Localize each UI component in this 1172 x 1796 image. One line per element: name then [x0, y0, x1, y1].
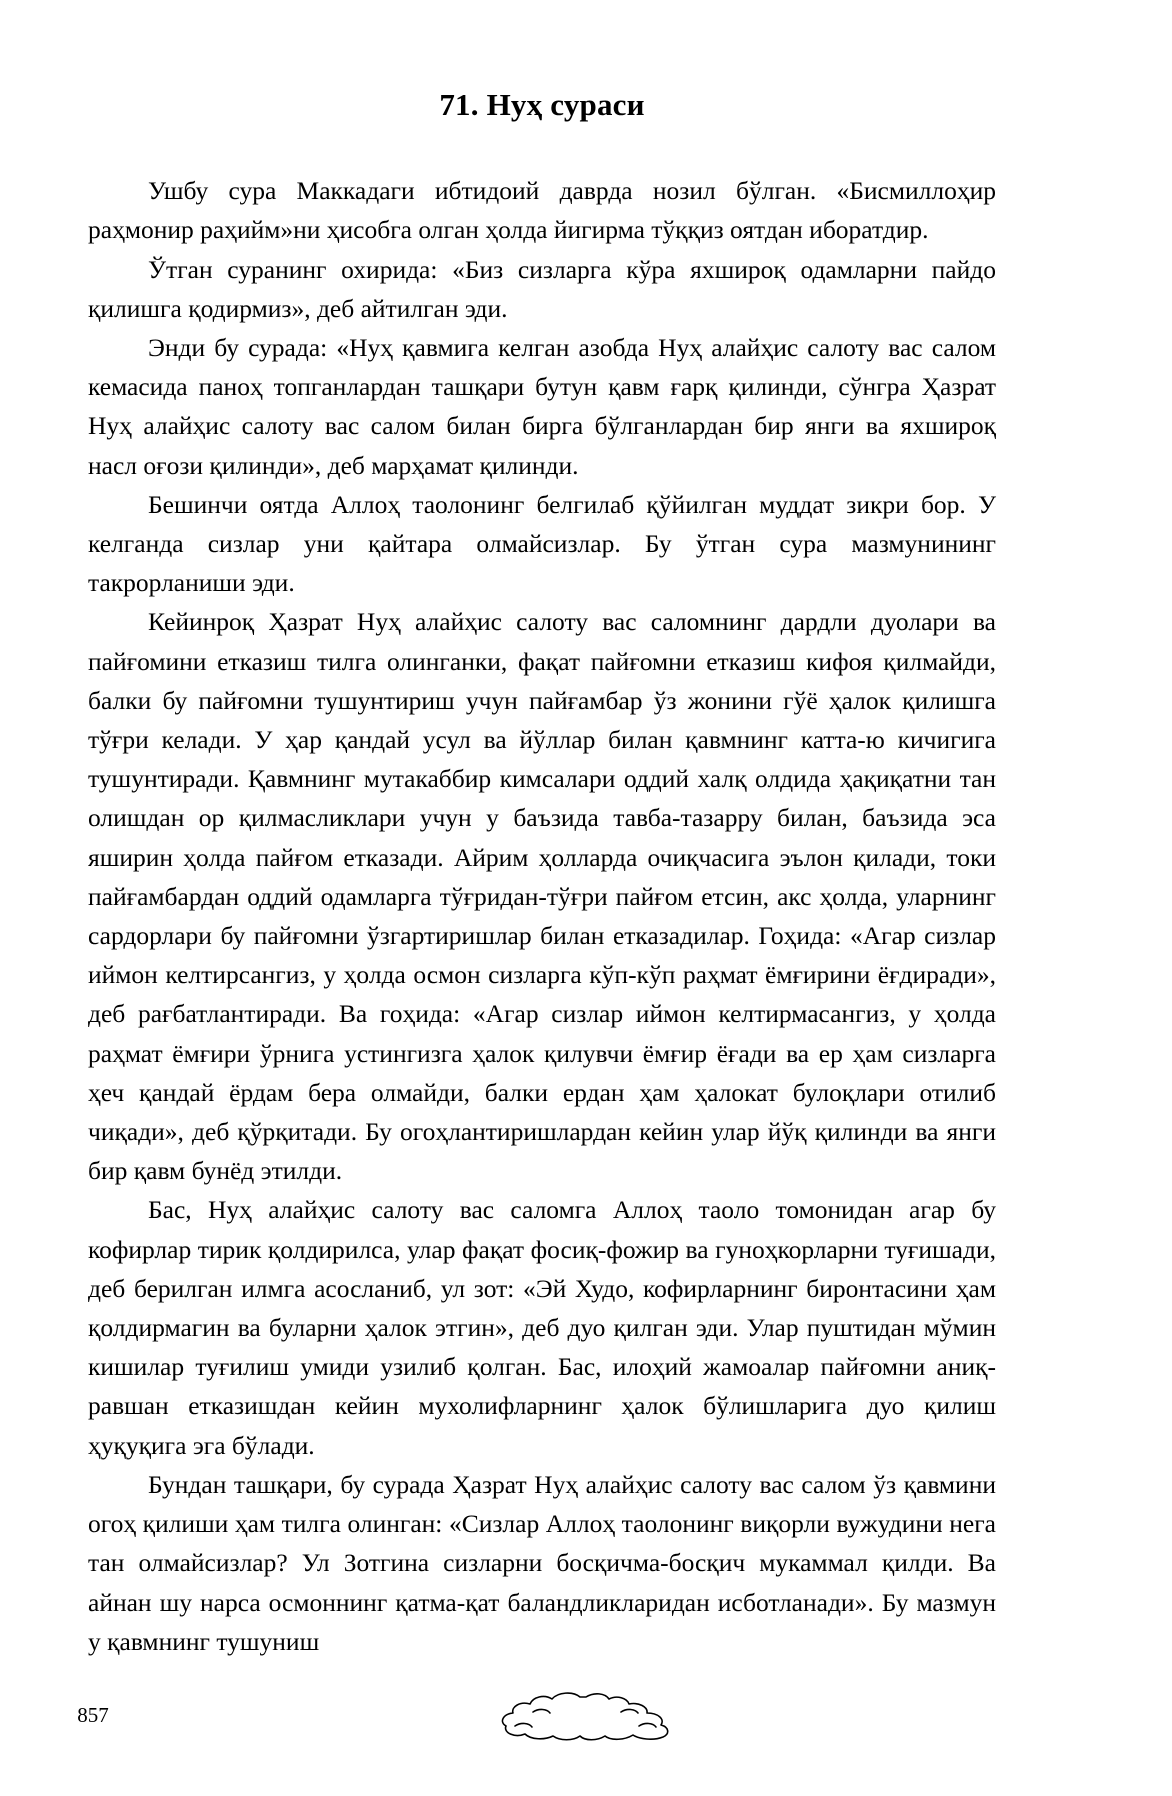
paragraph-4: Бешинчи оятда Аллоҳ таолонинг белгилаб қўйилган муддат зикри бор. У келганда сизлар уни қайтара олмайсизлар. Бу ўтган сура мазмунининг такрорланиши эди.	[88, 489, 996, 598]
paragraph-1: Ушбу сура Маккадаги ибтидоий даврда нозил бўлган. «Бисмиллоҳир раҳмонир раҳийм»ни ҳисобга олган ҳолда йигирма тўққиз оятдан иборатдир.	[88, 176, 996, 245]
paragraph-5: Кейинроқ Ҳазрат Нуҳ алайҳис салоту вас саломнинг дардли дуолари ва пайғомини етказиш тилга олинганки, фақат пайғомни етказиш кифоя қилмайди, балки бу пайғомни тушунтириш учун пайғамбар ўз жонини гўё ҳалок қилишга тўғри келади. У ҳар қандай усул ва йўллар билан қавмнинг катта-ю кичигига тушунтиради. Қавмнинг мутакаббир кимсалари оддий халқ олдида ҳақиқатни тан олишдан ор қилмасликлари учун у баъзида тавба-тазарру билан, баъзида эса яширин ҳолда пайғом етказади. Айрим ҳолларда очиқчасига эълон қилади, токи пайғамбардан оддий одамларга тўғридан-тўғри пайғом етсин, акс ҳолда, уларнинг сардорлари бу пайғомни ўзгартиришлар билан етказадилар. Гоҳида: «Агар сизлар иймон келтирсангиз, у ҳолда осмон сизларга кўп-кўп раҳмат ёмғирини ёғдиради», деб рағбатлантиради. Ва гоҳида: «Агар сизлар иймон келтирмасангиз, у ҳолда раҳмат ёмғири ўрнига устингизга ҳалок қилувчи ёмғир ёғади ва ер ҳам сизларга ҳеч қандай ёрдам бера олмайди, балки ердан ҳам ҳалокат булоқлари отилиб чиқади», деб қўрқитади. Бу огоҳлантиришлардан кейин улар йўқ қилинди ва янги бир қавм бунёд этилди.	[88, 607, 996, 1186]
paragraph-2: Ўтган суранинг охирида: «Биз сизларга кўра яхшироқ одамларни пайдо қилишга қодирмиз», деб айтилган эди.	[88, 254, 996, 323]
paragraph-6: Бас, Нуҳ алайҳис салоту вас саломга Аллоҳ таоло томонидан агар бу кофирлар тирик қолдирилса, улар фақат фосиқ-фожир ва гуноҳкорларни туғишади, деб берилган илмга асосланиб, ул зот: «Эй Худо, кофирларнинг биронтасини ҳам қолдирмагин ва буларни ҳалок этгин», деб дуо қилган эди. Улар пуштидан мўмин кишилар туғилиш умиди узилиб қолган. Бас, илоҳий жамоалар пайғомни аниқ-равшан етказишдан кейин мухолифларнинг ҳалок бўлишларига дуо қилиш ҳуқуқига эга бўлади.	[88, 1195, 996, 1460]
paragraph-7: Бундан ташқари, бу сурада Ҳазрат Нуҳ алайҳис салоту вас салом ўз қавмини огоҳ қилиши ҳам тилга олинган: «Сизлар Аллоҳ таолонинг виқорли вужудини нега тан олмайсизлар? Ул Зотгина сизларни босқичма-босқич мукаммал қилди. Ва айнан шу нарса осмоннинг қатма-қат баландликларидан исботланади». Бу мазмун у қавмнинг тушуниш	[88, 1469, 996, 1656]
body-text	[88, 171, 996, 1661]
cloud-scroll-ornament-icon	[493, 1688, 679, 1742]
page-title: 71. Нуҳ сураси	[439, 87, 645, 122]
paragraph-3: Энди бу сурада: «Нуҳ қавмига келган азобда Нуҳ алайҳис салоту вас салом кемасида паноҳ топганлардан ташқари бутун қавм ғарқ қилинди, сўнгра Ҳазрат Нуҳ алайҳис салоту вас салом билан бирга бўлганлардан бир янги ва яхшироқ насл оғози қилинди», деб марҳамат қилинди.	[88, 333, 996, 480]
page-footer	[0, 1688, 1172, 1747]
page-content	[88, 0, 996, 1661]
page-number: 857	[77, 1703, 109, 1727]
